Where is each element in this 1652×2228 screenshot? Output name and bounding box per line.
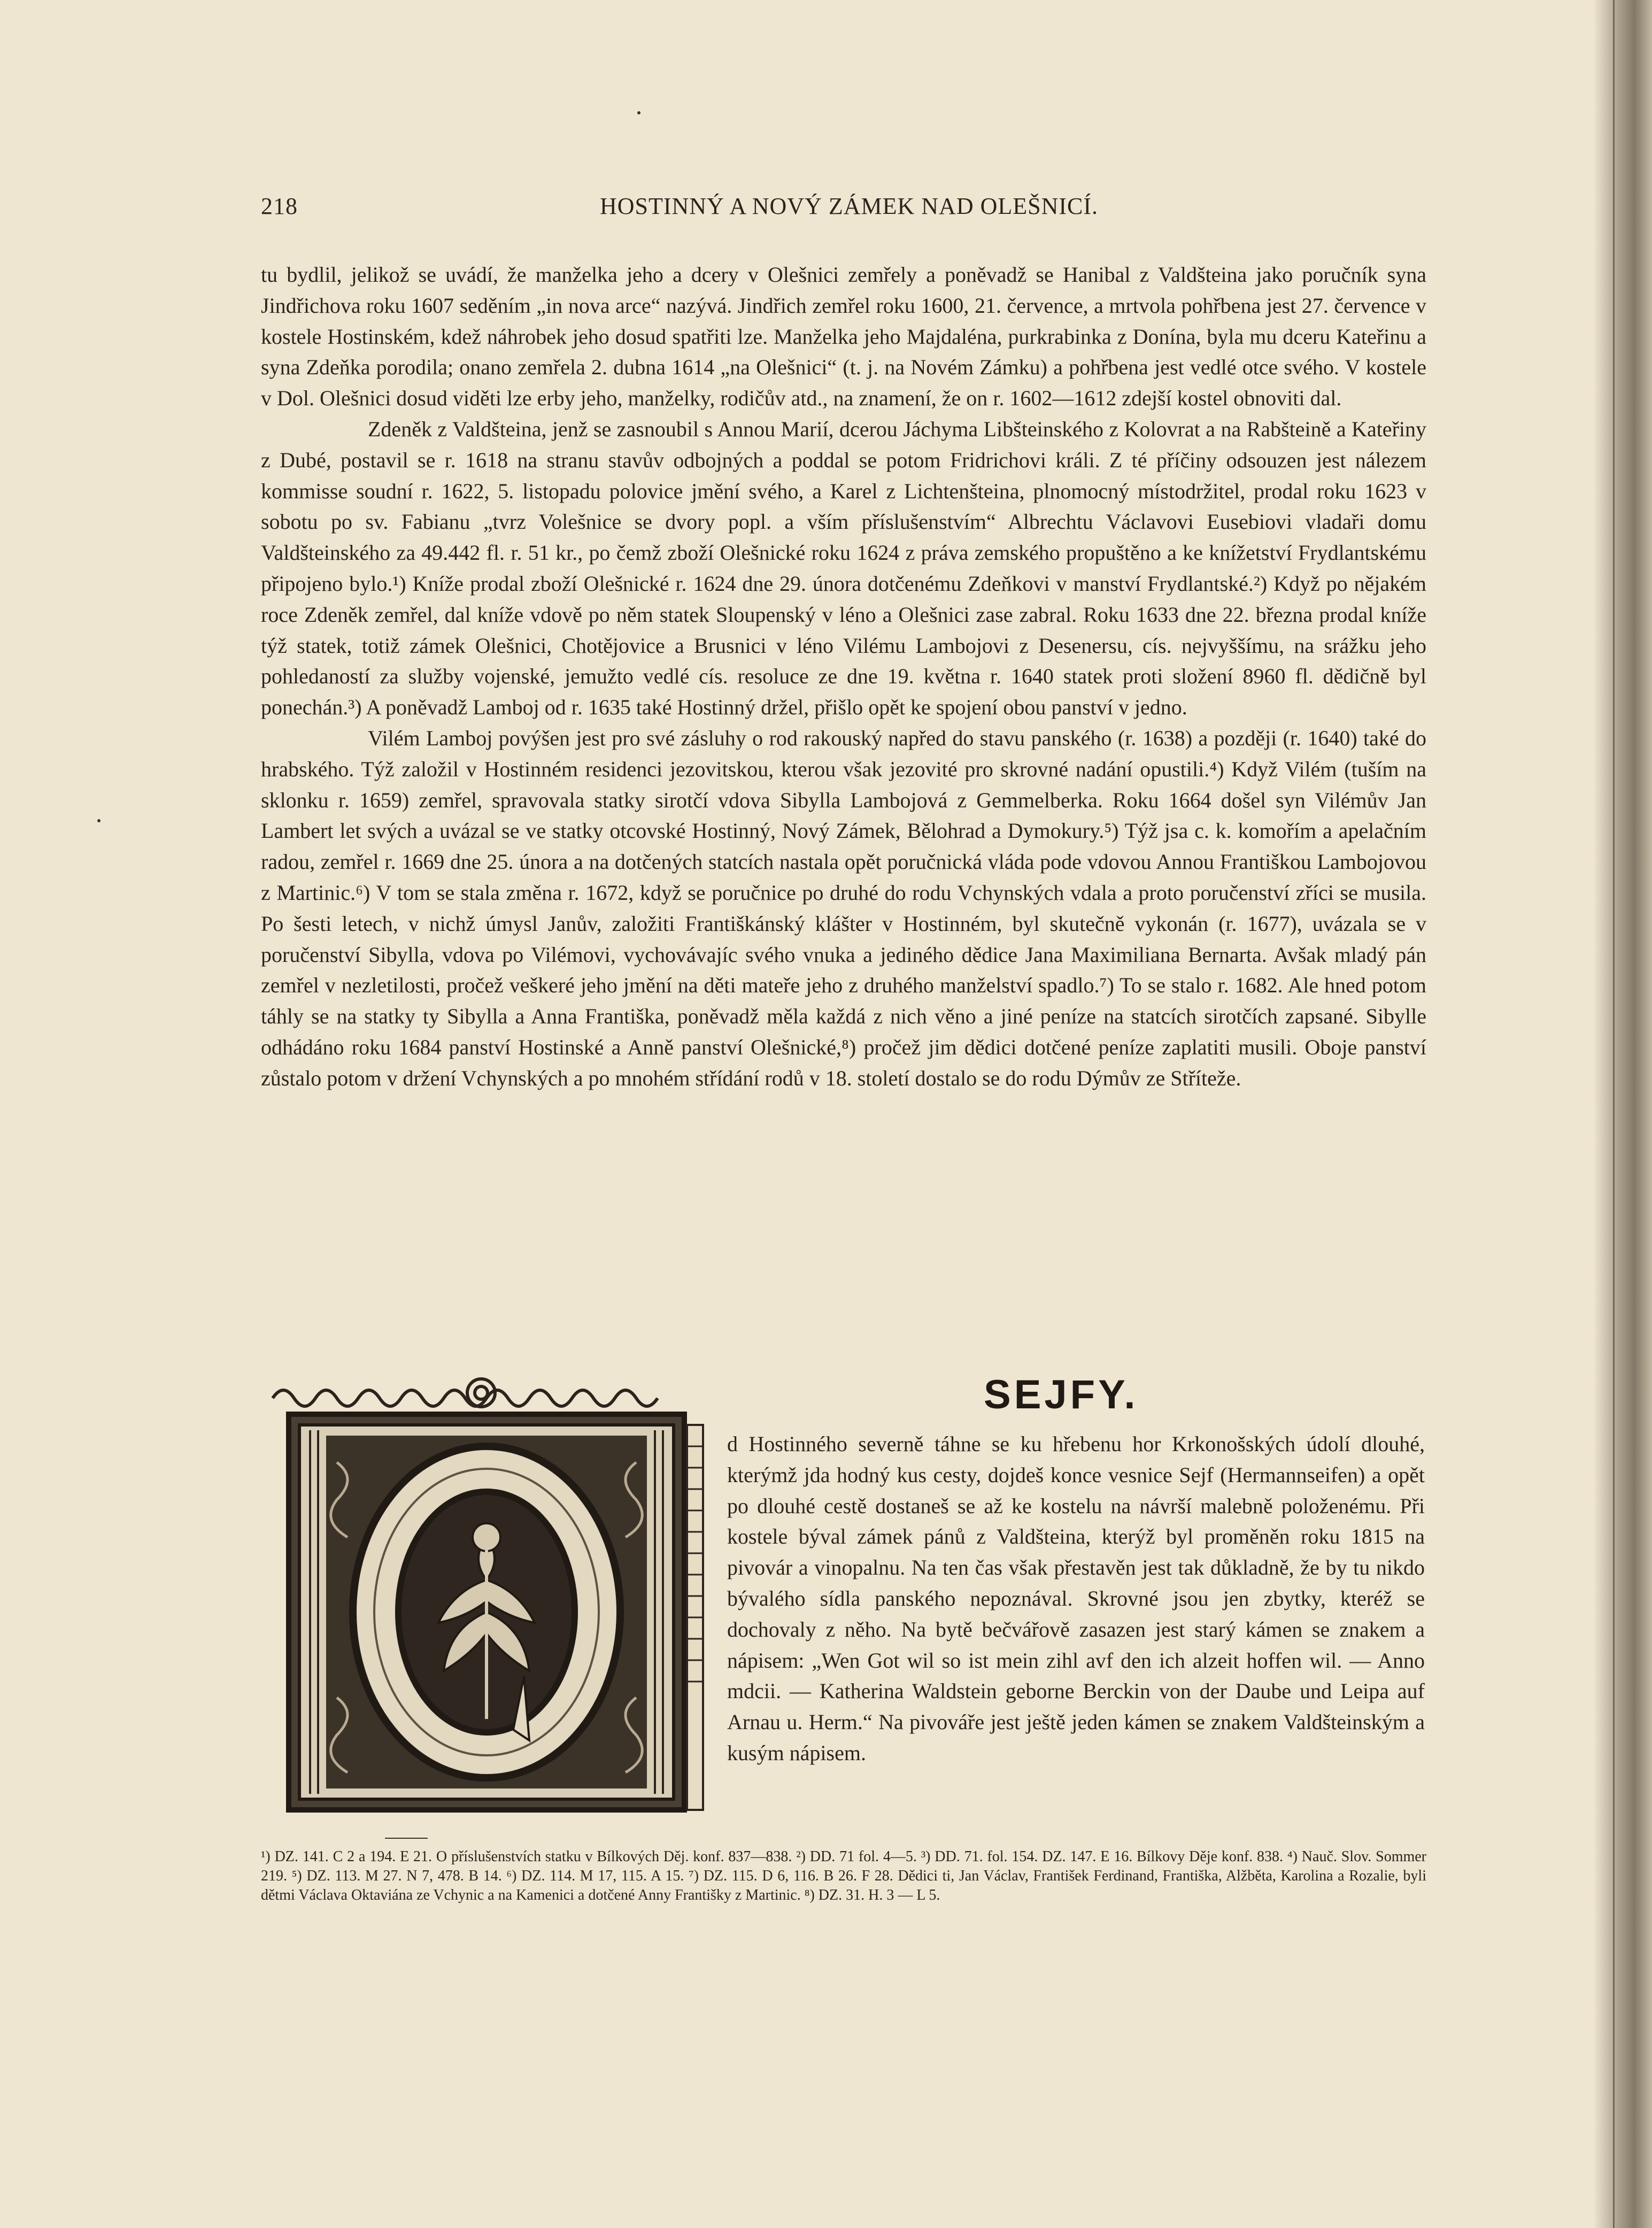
section-text	[727, 1429, 1425, 1769]
print-speck	[97, 819, 101, 822]
paragraph: Vilém Lamboj povýšen jest pro své zásluhy o rod rakouský napřed do stavu panského (r. 1638) a později (r. 1640) také do hrabského. Týž založil v Hostinném residenci jezovitskou, kterou však jezovité pro skrovné nadání opustili.⁴) Když Vilém (tuším na sklonku r. 1659) zemřel, spravovala statky sirotčí vdova Sibylla Lambojová z Gemmelberka. Roku 1664 došel syn Vilémův Jan Lambert let svých a uvázal se ve statky otcovské Hostinný, Nový Zámek, Bělohrad a Dymokury.⁵) Týž jsa c. k. komořím a apelačním radou, zemřel r. 1669 dne 25. února a na dotčených statcích nastala opět poručnická vláda pode vdovou Annou Františkou Lambojovou z Martinic.⁶) V tom se stala změna r. 1672, když se poručnice po druhé do rodu Vchynských vdala a proto poručenství zříci se musila. Po šesti letech, v nichž úmysl Janův, založiti Františkánský klášter v Hostinném, byl skutečně vykonán (r. 1677), uvázala se v poručenství Sibylla, vdova po Vilémovi, vychovávajíc svého vnuka a jediného dědice Jana Maximiliana Bernarta. Avšak mladý pán zemřel v nezletilosti, pročež veškeré jeho jmění na děti mateře jeho z druhého manželství spadlo.⁷) To se stalo r. 1682. Ale hned potom táhly se na statky ty Sibylla a Anna Františka, poněvadž měla každá z nich věno a jiné peníze na statcích sirotčích zapsané. Sibylle odhádáno roku 1684 panství Hostinské a Anně panství Olešnické,⁸) pročež jim dědici dotčené peníze zaplatiti musili. Oboje panství zůstalo potom v držení Vchynských a po mnohém střídání rodů v 18. století dostalo se do rodu Dýmův ze Stříteže.	[261, 726, 1426, 1090]
page-number: 218	[261, 193, 298, 219]
footnote-text: ¹) DZ. 141. C 2 a 194. E 21. O příslušenstvích statku v Bílkových Děj. konf. 837—838. ²) DD. 71 fol. 4—5. ³) DD. 71. fol. 154. DZ. 147. E 16. Bílkovy Děje konf. 838. ⁴) Nauč. Slov. Sommer 219. ⁵) DZ. 113. M 27. N 7, 478. B 14. ⁶) DZ. 114. M 17, 115. A 15. ⁷) DZ. 115. D 6, 116. B 26. F 28. Dědici ti, Jan Václav, František Ferdinand, Františka, Alžběta, Karolina a Rozalie, byli dětmi Václava Oktaviána ze Vchynic a na Kamenici a dotčené Anny Františky z Martinic. ⁸) DZ. 31. H. 3 — L 5.	[261, 1848, 1426, 1903]
paragraph: Zdeněk z Valdšteina, jenž se zasnoubil s Annou Marií, dcerou Jáchyma Libšteinského z Kolovrat a na Rabšteině a Kateřiny z Dubé, postavil se r. 1618 na stranu stavův odbojných a poddal se potom Fridrichovi králi. Z té příčiny odsouzen jest nálezem kommisse soudní r. 1622, 5. listopadu polovice jmění svého, a Karel z Lichtenšteina, plnomocný místodržitel, prodal roku 1623 v sobotu po sv. Fabianu „tvrz Volešnice se dvory popl. a vším příslušenstvím“ Albrechtu Václavovi Eusebiovi vladaři domu Valdšteinského za 49.442 fl. r. 51 kr., po čemž zboží Olešnické roku 1624 z práva zemského propuštěno a ke knížetství Frydlantskému připojeno bylo.¹) Kníže prodal zboží Olešnické r. 1624 dne 29. února dotčenému Zdeňkovi v manství Frydlantské.²) Když po nějakém roce Zdeněk zemřel, dal kníže vdově po něm statek Sloupenský v léno a Olešnici zase zabral. Roku 1633 dne 22. března prodal kníže týž statek, totiž zámek Olešnici, Chotějovice a Brusnici v léno Vilému Lambojovi z Desenersu, cís. nejvyššímu, na srážku jeho pohledaností za služby vojenské, jemužto vedlé cís. resoluce ze dne 19. května r. 1640 statek proti složení 8960 fl. dědičně byl ponechán.³) A poněvadž Lamboj od r. 1635 také Hostinný držel, přišlo opět ke spojení obou panství v jedno.	[261, 417, 1426, 720]
decorated-initial	[267, 1377, 711, 1821]
section-paragraph: d Hostinného severně táhne se ku hřebenu hor Krkonošských údolí dlouhé, kterýmž jda hodný kus cesty, dojdeš konce vesnice Sejf (Hermannseifen) a opět po dlouhé cestě dostaneš se až ke kostelu na návrší malebně položenému. Při kostele býval zámek pánů z Valdšteina, kterýž byl proměněn roku 1815 na pivovár a vinopalnu. Na ten čas však přestavěn jest tak důkladně, že by tu nikdo bývalého sídla panského nepoznával. Skrovné jsou jen zbytky, kteréž se dochovaly z něho. Na bytě bečvářově zasazen jest starý kámen se znakem a nápisem: „Wen Got wil so ist mein zihl avf den ich alzeit hoffen wil. — Anno mdcii. — Katherina Waldstein geborne Berckin von der Daube und Leipa auf Arnau u. Herm.“ Na pivováře jest ještě jeden kámen se znakem Valdšteinským a kusým nápisem.	[727, 1432, 1425, 1765]
page-edge	[1613, 0, 1615, 2228]
section-title: SEJFY.	[984, 1372, 1139, 1417]
footnotes	[261, 1847, 1426, 1905]
footnote-rule	[385, 1838, 428, 1839]
page-gutter-shadow	[1593, 0, 1652, 2228]
body-text	[261, 259, 1426, 1094]
running-title: HOSTINNÝ A NOVÝ ZÁMEK NAD OLEŠNICÍ.	[599, 193, 1099, 219]
page-header	[261, 192, 1437, 230]
print-speck	[637, 111, 640, 114]
ornament-crest	[273, 1379, 658, 1407]
paragraph: tu bydlil, jelikož se uvádí, že manželka jeho a dcery v Olešnici zemřely a poněvadž se Hanibal z Valdšteina jako poručník syna Jindřichova roku 1607 seděním „in nova arce“ nazývá. Jindřich zemřel roku 1600, 21. července, a mrtvola pohřbena jest 27. července v kostele Hostinském, kdež náhrobek jeho dosud spatřiti lze. Manželka jeho Majdaléna, purkrabinka z Donína, byla mu dceru Kateřinu a syna Zdeňka porodila; onano zemřela 2. dubna 1614 „na Olešnici“ (t. j. na Novém Zámku) a pohřbena jest vedlé otce svého. V kostele v Dol. Olešnici dosud viděti lze erby jeho, manželky, rodičův atd., na znamení, že on r. 1602—1612 zdejší kostel obnoviti dal.	[261, 263, 1426, 411]
